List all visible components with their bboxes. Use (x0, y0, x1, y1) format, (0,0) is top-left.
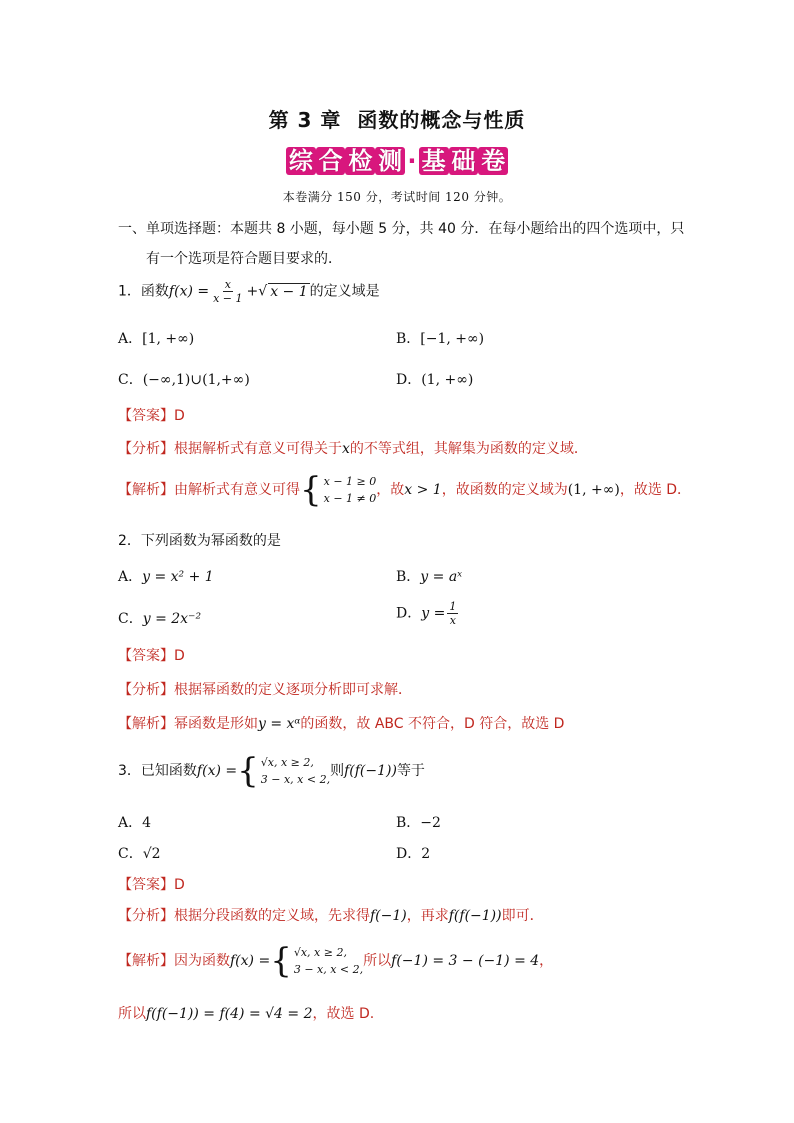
q2-answer-value: D (174, 648, 185, 664)
q2-sol-text2: 的函数，故 ABC 不符合，D 符合，故选 D (300, 716, 565, 732)
q2-option-a-expr: y = x² + 1 (142, 569, 214, 585)
q1-fraction (211, 278, 244, 305)
q1-sol-domain: (1, +∞) (567, 482, 620, 498)
q1-option-c: C．(−∞,1)∪(1,+∞) (118, 372, 250, 388)
q3-option-c: C．√2 (118, 846, 161, 862)
q3-final-text2: ，故选 D. (312, 1006, 375, 1022)
q3-solution (118, 941, 554, 981)
question-2: 2．下列函数为幂函数的是 (118, 533, 281, 549)
banner-char: 基 (419, 147, 449, 175)
q3-analysis-text: 根据分段函数的定义域，先求得 (174, 908, 370, 924)
banner-char: 卷 (478, 147, 508, 175)
q1-option-b: B．[−1, +∞) (396, 331, 485, 347)
q3-option-a: A．4 (118, 815, 152, 831)
q2-option-d-fraction (447, 600, 458, 627)
q3-sol-piecewise: { √x, x ≥ 2, 3 − x, x < 2, (270, 941, 364, 981)
banner-char: 础 (449, 147, 479, 175)
q2-frac-num: 1 (449, 600, 457, 613)
q3-sol-text2: 所以 (363, 953, 392, 969)
q2-analysis (118, 679, 412, 699)
chapter-name: 函数的概念与性质 (357, 108, 526, 132)
q3-sol-text: 因为函数 (174, 953, 230, 969)
q1-prefix: 1．函数 (118, 283, 169, 300)
q1-answer-value: D (174, 408, 185, 424)
q3-piece-row1: √x, x ≥ 2, (260, 756, 314, 769)
answer-label: 【答案】 (118, 648, 174, 664)
question-1: 1．函数f(x) = $\frac{x}{x - 1}$ +√ x − 1 的定义域是 (118, 278, 380, 305)
q3-function: f(x) = (196, 763, 238, 779)
q2-option-d (396, 600, 460, 627)
q2-analysis-text: 根据幂函数的定义逐项分析即可求解． (174, 682, 412, 698)
q2-option-b-label: B． (396, 569, 421, 585)
q2-option-a (118, 566, 214, 586)
q3-analysis-expr2: f(f(−1)) (448, 908, 502, 924)
q3-option-b: B．−2 (396, 815, 441, 831)
solution-label: 【解析】 (118, 953, 174, 969)
page-title (0, 104, 794, 133)
q3-piecewise: { √x, x ≥ 2, 3 − x, x < 2, (237, 751, 331, 791)
q2-option-d-y: y = (421, 605, 446, 622)
q3-suffix-a: 则 (330, 763, 345, 779)
q1-function: f(x) = (168, 283, 210, 300)
section-heading-line2: 有一个选项是符合题目要求的． (146, 251, 342, 267)
q1-solution (118, 470, 692, 510)
q1-sol-text: 由解析式有意义可得 (174, 482, 300, 498)
analysis-label: 【分析】 (118, 682, 174, 698)
answer-label: 【答案】 (118, 877, 174, 893)
q1-analysis (118, 438, 588, 458)
exam-note: 本卷满分 150 分，考试时间 120 分钟。 (282, 190, 512, 204)
q2-option-b-expr: y = aˣ (420, 569, 463, 585)
q2-frac-den: x (449, 614, 456, 627)
q3-sol-row2: 3 − x, x < 2, (293, 963, 364, 976)
q3-solution-final (118, 1003, 374, 1023)
q1-frac-num: x (224, 278, 231, 291)
question-3 (118, 751, 425, 791)
q2-option-a-label: A． (118, 569, 143, 585)
q3-final-text: 所以 (118, 1006, 146, 1022)
q2-option-c-label: C． (118, 611, 143, 627)
banner-char: 检 (345, 147, 375, 175)
q1-analysis-var: x (342, 441, 350, 457)
q2-option-d-label: D． (396, 605, 422, 622)
analysis-label: 【分析】 (118, 441, 174, 457)
q2-solution (118, 713, 564, 733)
q1-sol-text2: ，故 (376, 482, 405, 498)
exam-type-banner (286, 145, 508, 177)
q3-sol-function: f(x) = (230, 953, 271, 969)
q2-sol-text: 幂函数是形如 (174, 716, 258, 732)
banner-char: 综 (286, 147, 316, 175)
solution-label: 【解析】 (118, 716, 174, 732)
chapter-number: 第 3 章 (268, 108, 342, 132)
section-heading-line1: 一、单项选择题：本题共 8 小题，每小题 5 分，共 40 分．在每小题给出的四个选项中，只 (118, 221, 685, 237)
q1-sys-row1: x − 1 ≥ 0 (323, 475, 377, 488)
q3-sol-row1: √x, x ≥ 2, (293, 946, 347, 959)
q1-sol-text4: ，故选 D． (619, 482, 692, 498)
q1-analysis-text2: 的不等式组，其解集为函数的定义域． (349, 441, 588, 457)
q1-sqrt: x − 1 (270, 283, 308, 300)
q1-sol-text3: ，故函数的定义域为 (441, 482, 568, 498)
q2-option-b (396, 566, 462, 586)
answer-label: 【答案】 (118, 408, 174, 424)
q3-analysis-expr1: f(−1) (370, 908, 407, 924)
q3-prefix: 3．已知函数 (118, 763, 197, 779)
q3-final-expr: f(f(−1)) = f(4) = √4 = 2 (146, 1006, 313, 1022)
q1-frac-den: x − 1 (213, 292, 243, 305)
q3-analysis-text2: ，再求 (406, 908, 449, 924)
q3-analysis (118, 905, 544, 925)
banner-char: 合 (316, 147, 346, 175)
analysis-label: 【分析】 (118, 908, 174, 924)
q3-sol-comma: ， (539, 953, 554, 969)
q3-piece-row2: 3 − x, x < 2, (260, 773, 331, 786)
q2-option-c-expr: y = 2x⁻² (142, 611, 202, 627)
q1-plus: + (246, 283, 259, 300)
q3-option-d: D．2 (396, 846, 431, 862)
q1-analysis-text: 根据解析式有意义可得关于 (174, 441, 342, 457)
q3-suffix-expr: f(f(−1)) (344, 763, 397, 779)
q1-inequality-system: { x − 1 ≥ 0 x − 1 ≠ 0 (300, 470, 377, 510)
q2-sol-expr: y = xᵅ (258, 716, 301, 732)
solution-label: 【解析】 (118, 482, 174, 498)
q3-analysis-text3: 即可． (501, 908, 544, 924)
q1-option-d: D．(1, +∞) (396, 372, 474, 388)
q3-answer-value: D (174, 877, 185, 893)
banner-dot: · (407, 147, 417, 175)
q2-option-c (118, 608, 201, 628)
banner-char: 测 (375, 147, 405, 175)
q1-sys-row2: x − 1 ≠ 0 (323, 492, 377, 505)
q1-answer (118, 405, 185, 425)
q1-suffix: 的定义域是 (309, 283, 380, 300)
q3-answer (118, 874, 185, 894)
q1-option-a: A．[1, +∞) (118, 331, 195, 347)
q2-answer (118, 645, 185, 665)
q1-sol-expr: x > 1 (404, 482, 442, 498)
q3-sol-expr: f(−1) = 3 − (−1) = 4 (391, 953, 540, 969)
q3-suffix-b: 等于 (396, 763, 425, 779)
